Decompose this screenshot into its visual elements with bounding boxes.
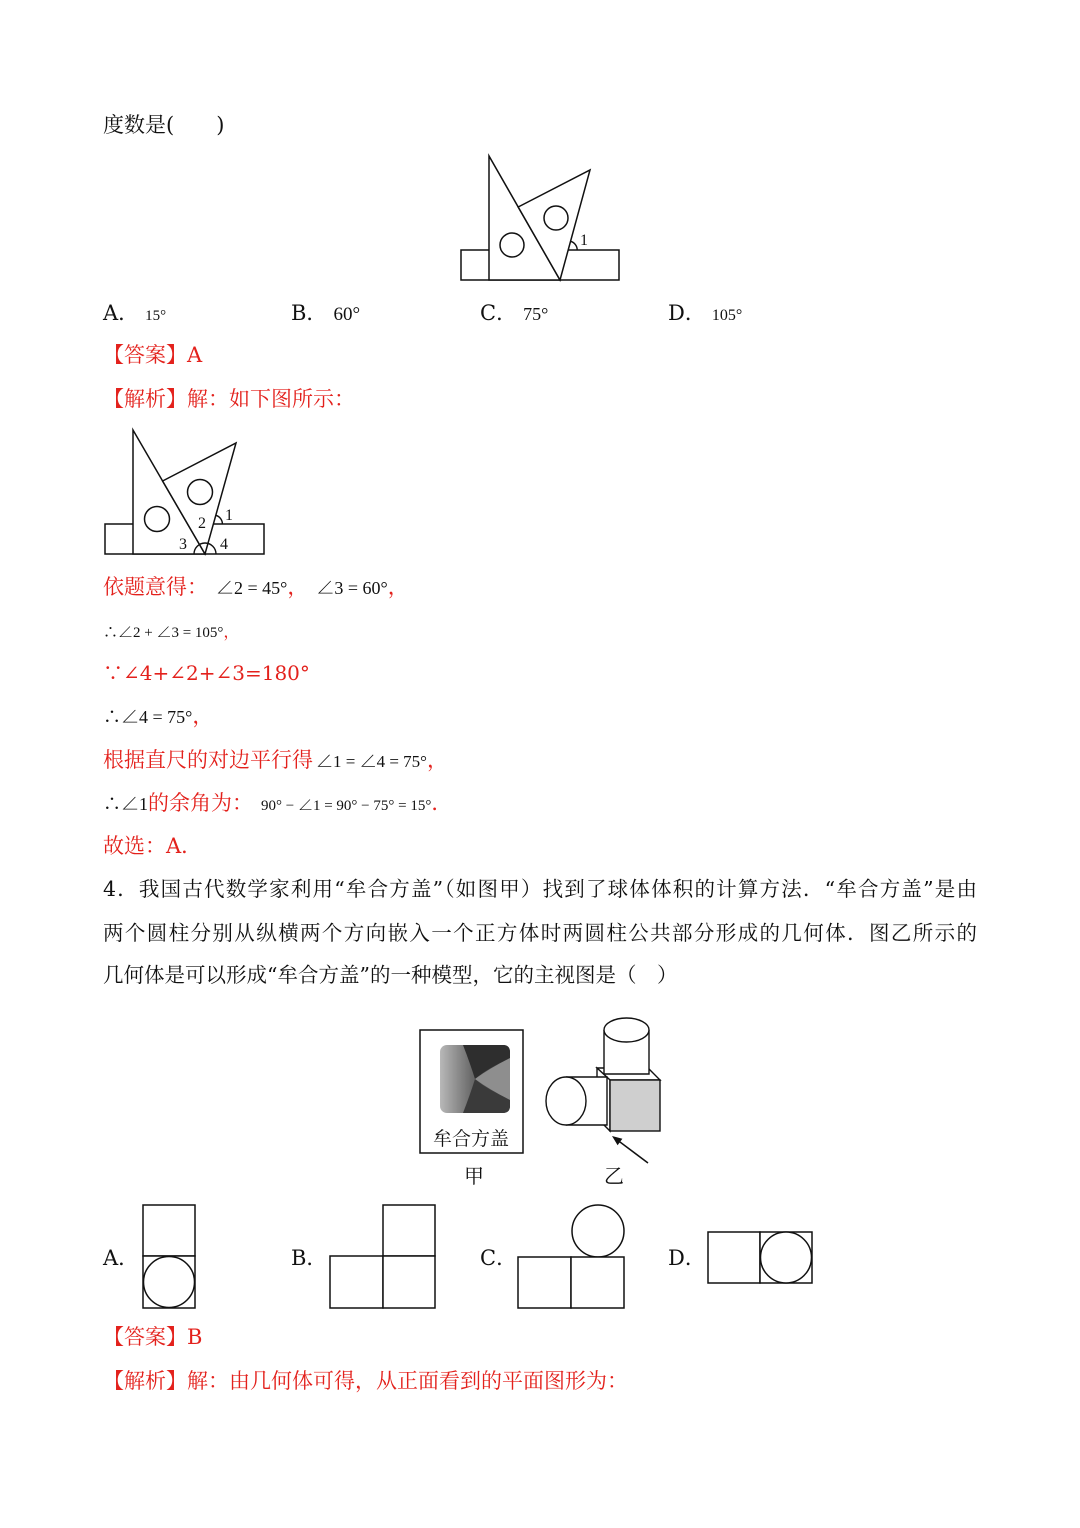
answer-value: B [187,1325,203,1349]
analysis-tag: 【解析】 [103,1369,187,1393]
pointer-arrow-shaft [618,1141,648,1164]
step-text: 依题意得： [103,575,208,599]
pointer-arrow-head-icon [612,1136,622,1145]
step-text: 故选：A． [103,834,203,858]
q4-stem-line-2: 两个圆柱分别从纵横两个方向嵌入一个正方体时两圆柱公共部分形成的几何体．图乙所示的 [103,921,977,945]
square [330,1256,383,1308]
step-punct: ． [431,791,453,815]
step-text: 根据直尺的对边平行得 [103,748,313,772]
angle-3-label: 3 [179,536,187,553]
set-square-hole [500,233,524,257]
q4-option-d-figure [705,1229,815,1287]
q3-step-4 [103,701,213,731]
step-punct: ， [426,748,448,772]
q3-step-5 [103,745,448,775]
answer-tag: 【答案】 [103,1325,187,1349]
angle-1-arc [571,241,578,250]
q3-stem-tail: 度数是( ) [103,113,225,137]
step-punct: ， [287,575,309,599]
q3-figure [455,150,625,286]
option-value: 15° [145,308,167,324]
step-punct: ， [192,704,214,728]
q4-option-d-label: D． [668,1246,706,1270]
q4-stem-line-1: 4．我国古代数学家利用“牟合方盖”（如图甲）找到了球体体积的计算方法．“牟合方盖”是由 [103,877,977,901]
set-square-hole [188,480,213,505]
circle [144,1257,195,1308]
analysis-text: 解：由几何体可得，从正面看到的平面图形为： [187,1369,628,1393]
analysis-tag: 【解析】 [103,387,187,411]
q4-stem-line-3: 几何体是可以形成“牟合方盖”的一种模型，它的主视图是（ ） [103,963,678,987]
step-math: ∠2 = 45° [216,578,288,598]
q3-answer [103,340,202,370]
angle-4-label: 4 [220,536,228,553]
step-text: 的余角为： [148,791,253,815]
option-label: A． [103,301,140,325]
q4-option-a-figure [140,1202,198,1312]
step-punct: ， [387,575,409,599]
step-math: 90° − ∠1 = 90° − 75° = 15° [261,798,432,814]
step-math: ∴∠2 + ∠3 = 105° [103,625,224,641]
q3-option-d [668,298,742,328]
figure-label-jia: 甲 [464,1164,484,1188]
square [383,1256,435,1308]
square [518,1257,571,1308]
q3-step-2 [103,615,239,645]
angle-2-label: 2 [198,515,206,532]
option-label: B． [291,301,328,325]
step-math: ∴∠4 = 75° [103,707,193,727]
vertical-cylinder-top [604,1018,649,1042]
circle [572,1205,624,1257]
q4-answer [103,1322,202,1352]
q4-option-a-label: A． [103,1246,140,1270]
q4-figure-yi [540,1008,665,1168]
answer-value: A [187,343,203,367]
q3-option-b [291,298,360,328]
q4-option-b-label: B． [291,1246,328,1270]
step-math: ∠1 = ∠4 = 75° [316,752,427,771]
square [708,1232,760,1283]
option-label: C． [480,301,518,325]
q3-step-7 [103,831,202,861]
option-value: 105° [711,307,743,324]
angle-1-label: 1 [225,507,233,524]
figure-caption: 牟合方盖 [432,1128,510,1150]
q4-option-c-figure [515,1202,627,1312]
horizontal-cylinder-end [546,1077,586,1125]
set-square-hole [145,507,170,532]
step-math: ∠3 = 60° [316,578,388,598]
answer-tag: 【答案】 [103,343,187,367]
option-label: D． [668,301,706,325]
analysis-text: 解：如下图所示： [187,387,355,411]
circle [761,1232,812,1283]
step-math: ∴∠1 [103,794,148,814]
step-text: ∵∠4+∠2+∠3=180° [103,661,310,685]
q3-option-a [103,298,166,328]
q4-option-c-label: C． [480,1246,518,1270]
cube-front-face [610,1080,660,1131]
q3-step-1 [103,572,409,602]
option-value: 75° [523,304,549,324]
option-value: 60° [333,304,361,325]
angle-1-label: 1 [580,232,588,249]
q4-option-b-figure [327,1202,439,1312]
angle-1-arc [216,515,223,524]
q3-solution-figure [100,425,270,560]
q3-step-6 [103,788,452,818]
q3-analysis [103,384,355,414]
figure-label-yi: 乙 [604,1164,624,1188]
q3-option-c [480,298,548,328]
q4-analysis [103,1366,628,1396]
q4-figure-jia [418,1028,526,1156]
square [571,1257,624,1308]
square [143,1205,195,1256]
square [383,1205,435,1256]
q3-step-3 [103,658,310,688]
set-square-hole [544,206,568,230]
step-punct: ， [223,622,240,641]
